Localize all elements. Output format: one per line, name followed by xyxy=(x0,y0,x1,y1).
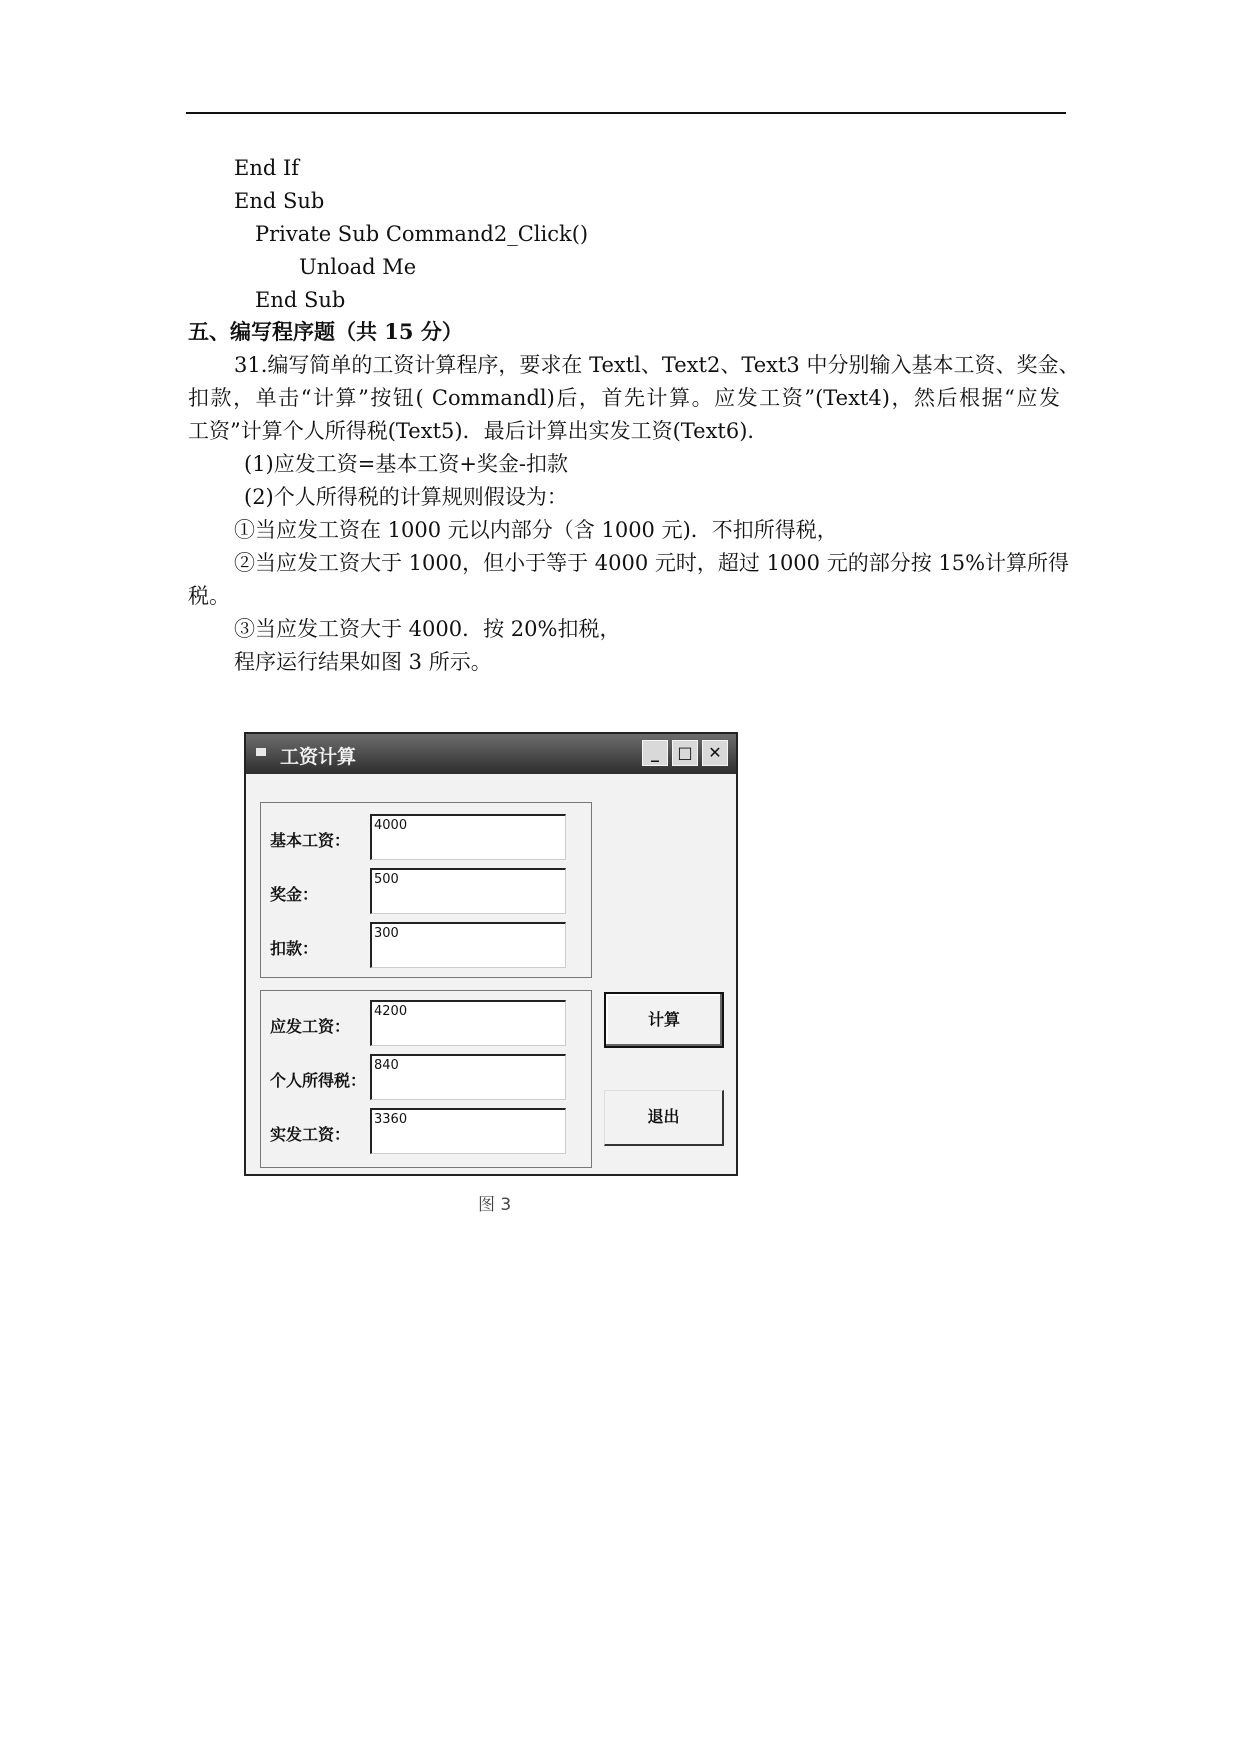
question-line-1: 31.编写简单的工资计算程序，要求在 Textl、Text2、Text3 中分别输入基本工资、奖金、 xyxy=(234,353,1080,377)
window-titlebar xyxy=(246,734,736,774)
code-line-unload-me: Unload Me xyxy=(299,255,417,279)
label-income-tax: 个人所得税： xyxy=(270,1071,367,1090)
header-rule xyxy=(186,112,1066,114)
gross-pay-field[interactable]: 4200 xyxy=(370,1000,566,1046)
bonus-input[interactable]: 500 xyxy=(370,868,566,914)
label-gross-pay: 应发工资： xyxy=(270,1017,351,1036)
figure-caption: 图 3 xyxy=(478,1195,512,1215)
label-deduction: 扣款： xyxy=(270,939,319,958)
rule-tax-c: ③当应发工资大于 4000．按 20%扣税， xyxy=(234,617,621,641)
result-note: 程序运行结果如图 3 所示。 xyxy=(234,650,492,674)
section-heading: 五、编写程序题（共 15 分） xyxy=(188,319,463,344)
minimize-icon[interactable]: _ xyxy=(642,740,668,766)
close-icon[interactable]: ✕ xyxy=(702,740,728,766)
app-icon xyxy=(256,748,266,756)
label-bonus: 奖金： xyxy=(270,885,319,904)
basic-salary-input[interactable]: 4000 xyxy=(370,814,566,860)
window-title: 工资计算 xyxy=(280,746,357,768)
rule-gross-pay: (1)应发工资=基本工资+奖金-扣款 xyxy=(244,452,569,476)
rule-tax-b-line-1: ②当应发工资大于 1000，但小于等于 4000 元时，超过 1000 元的部分按 15%计算所得 xyxy=(234,551,1070,575)
deduction-input[interactable]: 300 xyxy=(370,922,566,968)
net-pay-field[interactable]: 3360 xyxy=(370,1108,566,1154)
salary-calculator-window xyxy=(244,732,738,1176)
code-line-end-sub-1: End Sub xyxy=(234,189,325,213)
rule-tax-b-line-2: 税。 xyxy=(188,584,230,608)
maximize-icon[interactable]: □ xyxy=(672,740,698,766)
income-tax-field[interactable]: 840 xyxy=(370,1054,566,1100)
rule-tax-intro: (2)个人所得税的计算规则假设为： xyxy=(244,485,568,509)
code-line-private-sub: Private Sub Command2_Click() xyxy=(255,222,589,246)
calculate-button[interactable]: 计算 xyxy=(604,992,724,1048)
rule-tax-a: ①当应发工资在 1000 元以内部分（含 1000 元)．不扣所得税， xyxy=(234,518,838,542)
question-line-3: 工资”计算个人所得税(Text5)．最后计算出实发工资(Text6)． xyxy=(188,419,769,443)
question-line-2: 扣款，单击“计算”按钮( Commandl)后，首先计算。应发工资”(Text4)，然后根据“应发 xyxy=(188,386,1060,410)
code-line-end-if: End If xyxy=(234,156,300,180)
exit-button[interactable]: 退出 xyxy=(604,1090,724,1146)
code-line-end-sub-2: End Sub xyxy=(255,288,346,312)
label-net-pay: 实发工资： xyxy=(270,1125,351,1144)
label-basic-salary: 基本工资： xyxy=(270,831,351,850)
